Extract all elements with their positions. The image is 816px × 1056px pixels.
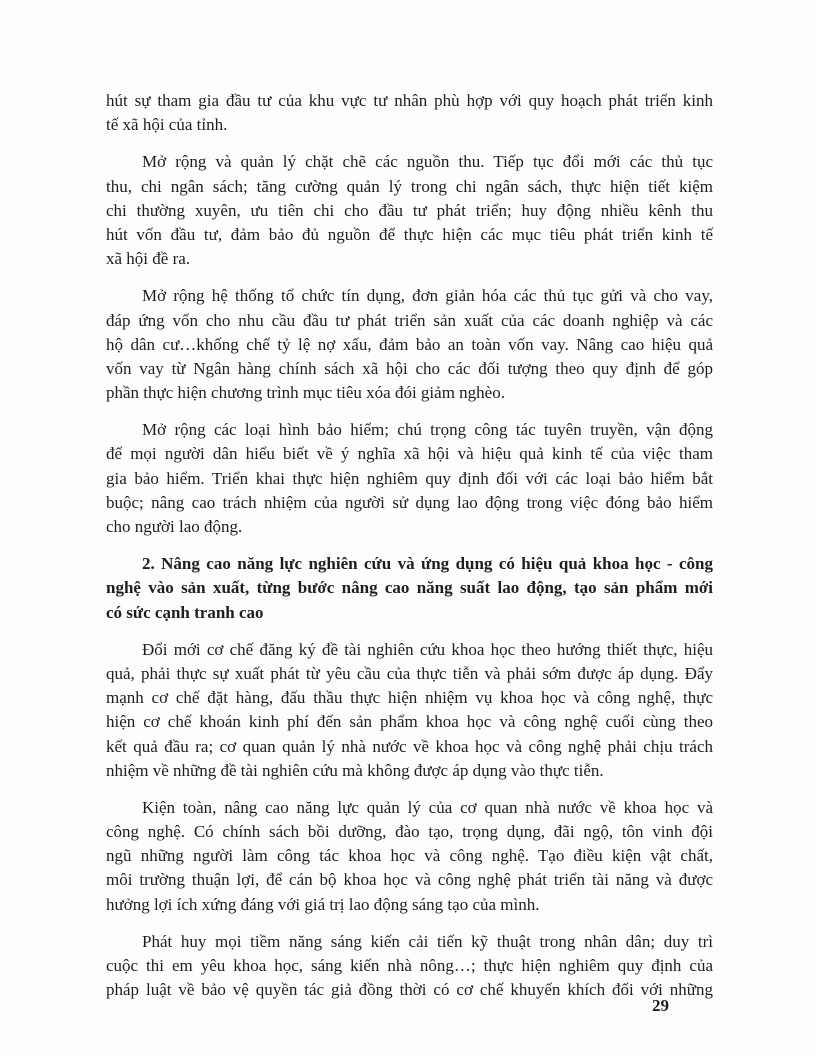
paragraph <box>106 930 713 1003</box>
text-line: cuộc thi em yêu khoa học, sáng kiến nhà nông…; thực hiện nghiêm quy định của <box>106 956 713 975</box>
text-line: mạnh cơ chế đặt hàng, đấu thầu thực hiện nhiệm vụ khoa học và công nghệ, thực <box>106 688 713 708</box>
text-line: Mở rộng và quản lý chặt chẽ các nguồn thu. Tiếp tục đổi mới các thủ tục <box>142 152 713 172</box>
text-line: phần thực hiện chương trình mục tiêu xóa đói giảm nghèo. <box>106 383 505 403</box>
paragraph <box>106 284 713 405</box>
text-line: để mọi người dân hiểu biết về ý nghĩa xã hội và hiệu quả kinh tế của việc tham <box>106 444 713 464</box>
text-line: môi trường thuận lợi, để cán bộ khoa học và công nghệ phát triển tài năng và được <box>106 870 713 890</box>
paragraph <box>106 89 713 137</box>
text-line: công nghệ. Có chính sách bồi dưỡng, đào tạo, trọng dụng, đãi ngộ, tôn vinh đội <box>106 822 713 842</box>
text-line: nhiệm về những đề tài nghiên cứu mà không được áp dụng vào thực tiễn. <box>106 760 604 780</box>
text-line: đáp ứng vốn cho nhu cầu đầu tư phát triển sản xuất của các doanh nghiệp và các <box>106 310 713 330</box>
text-line: ngũ những người làm công tác khoa học và công nghệ. Tạo điều kiện vật chất, <box>106 846 713 866</box>
text-line: Mở rộng các loại hình bảo hiểm; chú trọng công tác tuyên truyền, vận động <box>142 420 713 440</box>
text-line: hút sự tham gia đầu tư của khu vực tư nhân phù hợp với quy hoạch phát triển kinh <box>106 91 713 110</box>
text-line: Phát huy mọi tiềm năng sáng kiến cải tiến kỹ thuật trong nhân dân; duy trì <box>142 931 713 951</box>
text-line: Đổi mới cơ chế đăng ký đề tài nghiên cứu khoa học theo hướng thiết thực, hiệu <box>142 639 713 659</box>
text-line: có sức cạnh tranh cao <box>106 602 264 622</box>
text-line: Mở rộng hệ thống tổ chức tín dụng, đơn giản hóa các thủ tục gửi và cho vay, <box>142 286 713 306</box>
page-number: 29 <box>652 996 669 1015</box>
text-line: buộc; nâng cao trách nhiệm của người sử dụng lao động trong việc đóng bảo hiểm <box>106 492 713 512</box>
text-line: cho người lao động. <box>106 517 243 536</box>
text-line: Kiện toàn, nâng cao năng lực quản lý của cơ quan nhà nước về khoa học và <box>142 797 713 817</box>
text-line: chi thường xuyên, ưu tiên chi cho đầu tư phát triển; huy động nhiều kênh thu <box>106 200 713 220</box>
text-line: vốn vay từ Ngân hàng chính sách xã hội cho các đối tượng theo quy định để góp <box>106 358 713 378</box>
page-body <box>106 89 713 1015</box>
text-line: 2. Nâng cao năng lực nghiên cứu và ứng dụng có hiệu quả khoa học - công <box>142 554 713 574</box>
text-line: xã hội đề ra. <box>106 249 191 269</box>
text-line: pháp luật về bảo vệ quyền tác giả đồng thời có cơ chế khuyến khích đối với những <box>106 980 713 1000</box>
text-line: gia bảo hiểm. Triển khai thực hiện nghiêm quy định đối với các loại bảo hiểm bắt <box>106 468 713 488</box>
paragraph <box>106 150 713 271</box>
paragraph <box>106 638 713 783</box>
text-line: hút vốn đầu tư, đảm bảo đủ nguồn để thực hiện các mục tiêu phát triển kinh tế <box>106 224 713 244</box>
text-line: hộ dân cư…khống chế tỷ lệ nợ xấu, đảm bảo an toàn vốn vay. Nâng cao hiệu quả <box>106 334 713 354</box>
section-heading <box>106 552 713 625</box>
text-line: hiện cơ chế khoán kinh phí đến sản phẩm khoa học và công nghệ cuối cùng theo <box>106 712 713 732</box>
paragraph <box>106 418 713 539</box>
text-line: tế xã hội của tỉnh. <box>106 115 228 135</box>
paragraph <box>106 796 713 917</box>
text-line: thu, chi ngân sách; tăng cường quản lý trong chi ngân sách, thực hiện tiết kiệm <box>106 176 713 196</box>
text-line: nghệ vào sản xuất, từng bước nâng cao năng suất lao động, tạo sản phẩm mới <box>106 578 713 598</box>
text-line: quả, phải thực sự xuất phát từ yêu cầu của thực tiễn và phải sớm được áp dụng. Đẩy <box>106 663 713 683</box>
text-line: hưởng lợi ích xứng đáng với giá trị lao động sáng tạo của mình. <box>106 894 540 914</box>
text-line: kết quả đầu ra; cơ quan quản lý nhà nước về khoa học và công nghệ phải chịu trách <box>106 736 713 756</box>
